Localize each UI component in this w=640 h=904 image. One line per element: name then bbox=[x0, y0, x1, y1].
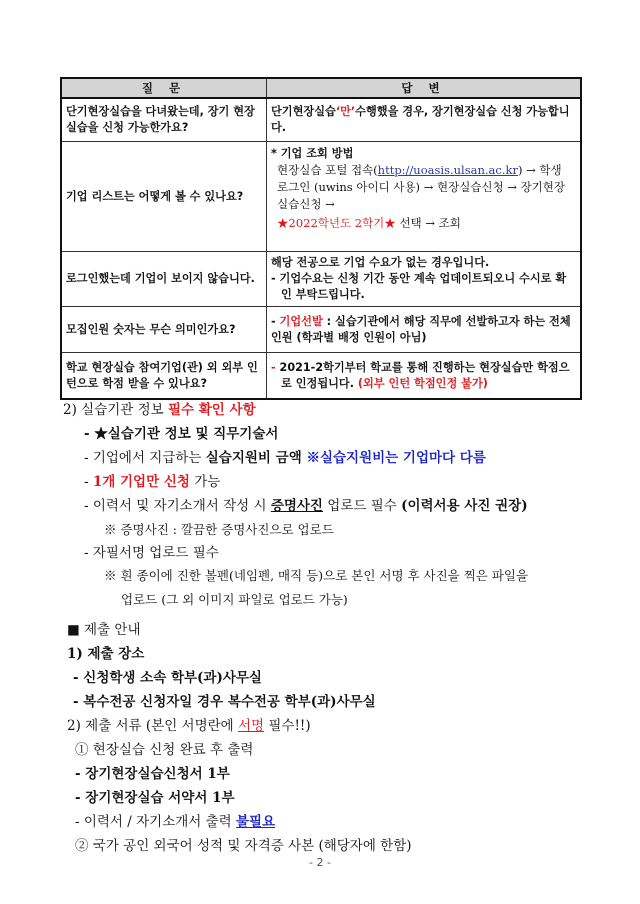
faq-answer bbox=[267, 252, 582, 307]
docs-subitem bbox=[75, 811, 275, 833]
faq-row bbox=[61, 353, 581, 400]
faq-row bbox=[61, 307, 581, 353]
heading-emphasis: 필수 확인 사항 bbox=[167, 402, 256, 418]
place-item: - 신청학생 소속 학부(과)사무실 bbox=[73, 670, 262, 686]
answer-text: 단기현장실습 bbox=[271, 105, 336, 118]
info-note: ※ 흰 종이에 진한 볼펜(네임펜, 매직 등)으로 본인 서명 후 사진을 찍은 파일을 bbox=[104, 568, 529, 583]
faq-table bbox=[60, 77, 582, 400]
docs-subitem: - 장기현장실습 서약서 1부 bbox=[75, 790, 235, 806]
info-note: 업로드 (그 외 이미지 파일로 업로드 가능) bbox=[121, 592, 348, 607]
heading-emphasis: 서명 bbox=[238, 718, 265, 734]
item-note-blue: ※실습지원비는 기업마다 다름 bbox=[301, 450, 486, 466]
item-text: - 이력서 / 자기소개서 출력 bbox=[75, 814, 236, 830]
faq-question: 모집인원 숫자는 무슨 의미인가요? bbox=[61, 307, 267, 353]
docs-heading bbox=[67, 715, 311, 737]
faq-question: 기업 리스트는 어떻게 볼 수 있나요? bbox=[61, 142, 267, 252]
item-emphasis: 불필요 bbox=[235, 814, 276, 830]
faq-question: 단기현장실습을 다녀왔는데, 장기 현장실습을 신청 가능한가요? bbox=[61, 98, 267, 142]
answer-text: 2021-2학기부터 학교를 통해 진행하는 현장실습만 학점으로 인정됩니다. bbox=[279, 360, 570, 390]
answer-title: * 기업 조회 방법 bbox=[271, 147, 354, 160]
info-item bbox=[84, 447, 486, 469]
info-item bbox=[84, 495, 528, 517]
submission-title: ■ 제출 안내 bbox=[67, 622, 141, 638]
answer-text: 선택 → 조회 bbox=[395, 216, 461, 230]
heading-text: 2) 제출 서류 (본인 서명란에 bbox=[67, 718, 238, 734]
semester-line bbox=[277, 215, 576, 232]
docs-item: ② 국가 공인 외국어 성적 및 자격증 사본 (해당자에 한함) bbox=[75, 838, 412, 854]
item-emphasis: 1개 기업만 신청 bbox=[92, 474, 190, 490]
info-note: ※ 증명사진 : 깔끔한 증명사진으로 업로드 bbox=[104, 522, 334, 537]
dash: - bbox=[271, 314, 280, 328]
answer-emphasis: 기업선발 bbox=[279, 314, 323, 328]
dash: - bbox=[84, 474, 93, 490]
item-text: - 기업에서 지급하는 bbox=[84, 450, 206, 466]
page-number: - 2 - bbox=[309, 856, 331, 869]
answer-emphasis: ‘만’ bbox=[335, 105, 356, 118]
answer-text: 수행했을 경우, 장기현장실습 신청 가능합니다. bbox=[271, 105, 570, 134]
info-item bbox=[84, 471, 220, 493]
item-text: - 이력서 및 자기소개서 작성 시 bbox=[84, 498, 271, 514]
answer-text: : 실습기관에서 해당 직무에 선발하고자 하는 전체 인원 (학과별 배정 인원이 아님) bbox=[271, 314, 571, 344]
answer-text: 해당 전공으로 기업 수요가 없는 경우입니다. bbox=[271, 256, 490, 269]
info-item: - 자필서명 업로드 필수 bbox=[84, 545, 219, 561]
place-item: - 복수전공 신청자일 경우 복수전공 학부(과)사무실 bbox=[73, 694, 376, 710]
faq-answer bbox=[267, 307, 582, 353]
place-heading: 1) 제출 장소 bbox=[67, 646, 145, 662]
item-bold: 실습지원비 금액 bbox=[205, 450, 302, 466]
portal-link[interactable]: http://uoasis.ulsan.ac.kr bbox=[377, 163, 518, 177]
faq-row bbox=[61, 98, 581, 142]
faq-question: 학교 현장실습 참여기업(관) 외 외부 인턴으로 학점 받을 수 있나요? bbox=[61, 353, 267, 400]
section-info-heading bbox=[63, 399, 256, 421]
header-question: 질 문 bbox=[61, 78, 267, 98]
answer-text: - 기업수요는 신청 기간 동안 계속 업데이트되오니 수시로 확인 부탁드립니다. bbox=[271, 272, 567, 301]
docs-item: ① 현장실습 신청 완료 후 출력 bbox=[75, 742, 254, 758]
semester-emphasis: ★2022학년도 2학기★ bbox=[277, 216, 396, 230]
item-bold: (이력서용 사진 권장) bbox=[401, 498, 528, 514]
faq-row bbox=[61, 142, 581, 252]
answer-emphasis: (외부 인턴 학점인정 불가) bbox=[357, 376, 488, 390]
heading-text: 필수!!) bbox=[264, 718, 311, 734]
faq-answer bbox=[267, 98, 582, 142]
faq-row bbox=[61, 252, 581, 307]
answer-steps bbox=[271, 162, 576, 232]
item-text: 가능 bbox=[189, 474, 221, 490]
dash: - bbox=[271, 360, 280, 374]
faq-answer bbox=[267, 142, 582, 252]
faq-header-row bbox=[61, 78, 581, 98]
info-item: - ★실습기관 정보 및 직무기술서 bbox=[84, 426, 279, 442]
heading-text: 2) 실습기관 정보 bbox=[63, 402, 168, 418]
faq-question: 로그인했는데 기업이 보이지 않습니다. bbox=[61, 252, 267, 307]
docs-subitem: - 장기현장실습신청서 1부 bbox=[75, 766, 230, 782]
answer-text: ) → 학생 로그인 (uwins 아이디 사용) → 현장실습신청 → 장기현장실습신청 → bbox=[277, 163, 566, 211]
item-text: 업로드 필수 bbox=[322, 498, 402, 514]
header-answer: 답 변 bbox=[267, 78, 582, 98]
faq-answer bbox=[267, 353, 582, 400]
answer-text: 현장실습 포털 접속( bbox=[277, 163, 378, 177]
item-underline: 증명사진 bbox=[270, 498, 323, 514]
